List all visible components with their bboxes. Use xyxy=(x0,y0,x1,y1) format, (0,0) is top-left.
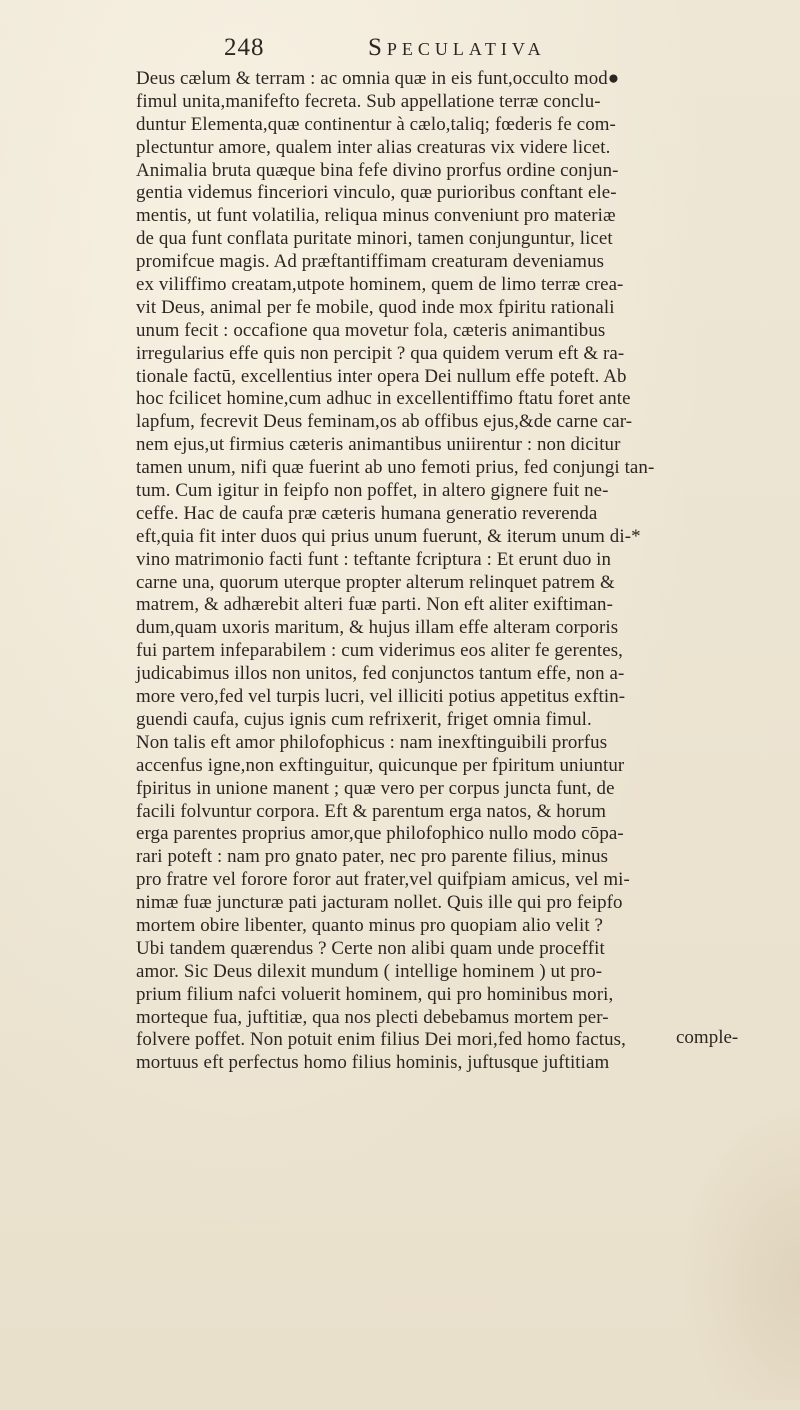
text-line: carne una, quorum uterque propter alterum relinquet patrem & xyxy=(136,571,615,593)
text-line: more vero,fed vel turpis lucri, vel illiciti potius appetitus exftin- xyxy=(136,686,626,708)
text-line: nem ejus,ut firmius cæteris animantibus uniirentur : non dicitur xyxy=(136,434,621,456)
text-line: Non talis eft amor philofophicus : nam inexftinguibili prorfus xyxy=(136,731,608,753)
text-line: fimul unita,manifefto fecreta. Sub appellatione terræ conclu- xyxy=(136,90,601,112)
text-line: duntur Elementa,quæ continentur à cælo,taliq; fœderis fe com- xyxy=(136,113,616,135)
text-line: matrem, & adhærebit alteri fuæ parti. Non eft aliter exiftiman- xyxy=(136,594,613,616)
text-line: gentia videmus finceriori vinculo, quæ purioribus conftant ele- xyxy=(136,182,617,204)
text-line: guendi caufa, cujus ignis cum refrixerit, friget omnia fimul. xyxy=(136,708,592,730)
text-line: Animalia bruta quæque bina fefe divino prorfus ordine conjun- xyxy=(136,159,619,181)
text-line: mortuus eft perfectus homo filius hominis, juftusque juftitiam xyxy=(136,1052,610,1074)
text-line: Deus cælum & terram : ac omnia quæ in eis funt,occulto mod● xyxy=(136,68,620,89)
text-line: promifcue magis. Ad præftantiffimam creaturam deveniamus xyxy=(136,251,605,273)
text-line: plectuntur amore, qualem inter alias creaturas vix videre licet. xyxy=(136,136,611,158)
text-line: facili folvuntur corpora. Eft & parentum erga natos, & horum xyxy=(136,800,607,822)
text-line: irregularius effe quis non percipit ? qua quidem verum eft & ra- xyxy=(136,342,625,364)
text-line: vino matrimonio facti funt : teftante fcriptura : Et erunt duo in xyxy=(136,548,612,570)
text-line: lapfum, fecrevit Deus feminam,os ab offibus ejus,&de carne car- xyxy=(136,411,633,433)
text-line: fpiritus in unione manent ; quæ vero per corpus juncta funt, de xyxy=(136,777,615,799)
text-line: morteque fua, juftitiæ, qua nos plecti debebamus mortem per- xyxy=(136,1006,609,1028)
text-line: folvere poffet. Non potuit enim filius Dei mori,fed homo factus, xyxy=(136,1029,626,1051)
text-line: ex viliffimo creatam,utpote hominem, quem de limo terræ crea- xyxy=(136,274,624,296)
page-number: 248 xyxy=(224,34,265,61)
text-line: amor. Sic Deus dilexit mundum ( intellige hominem ) ut pro- xyxy=(136,960,603,982)
text-line: rari poteft : nam pro gnato pater, nec pro parente filius, minus xyxy=(136,846,609,868)
text-line: ceffe. Hac de caufa præ cæteris humana generatio reverenda xyxy=(136,502,598,524)
text-line: pro fratre vel forore foror aut frater,vel quifpiam amicus, vel mi- xyxy=(136,869,630,891)
text-line: tamen unum, nifi quæ fuerint ab uno femoti prius, fed conjungi tan- xyxy=(136,457,655,479)
text-line: prium filium nafci voluerit hominem, qui pro hominibus mori, xyxy=(136,983,614,1005)
body-text xyxy=(136,68,800,1075)
text-line: de qua funt conflata puritate minori, tamen conjunguntur, licet xyxy=(136,228,613,250)
text-line: judicabimus illos non unitos, fed conjunctos tantum effe, non a- xyxy=(136,663,625,685)
text-line: Ubi tandem quærendus ? Certe non alibi quam unde proceffit xyxy=(136,937,605,959)
text-line: unum fecit : occafione qua movetur fola, cæteris animantibus xyxy=(136,319,606,341)
text-line: vit Deus, animal per fe mobile, quod inde mox fpiritu rationali xyxy=(136,296,615,318)
text-line: eft,quia fit inter duos qui prius unum fuerunt, & iterum unum di-* xyxy=(136,525,641,547)
text-line: dum,quam uxoris maritum, & hujus illam effe alteram corporis xyxy=(136,617,619,639)
page-header xyxy=(0,34,800,64)
text-line: mortem obire libenter, quanto minus pro quopiam alio velit ? xyxy=(136,914,604,936)
text-line: nimæ fuæ juncturæ pati jacturam nollet. Quis ille qui pro feipfo xyxy=(136,892,623,914)
text-line: fui partem infeparabilem : cum viderimus eos aliter fe gerentes, xyxy=(136,640,624,662)
catchword: comple- xyxy=(676,1027,739,1048)
text-line: tionale factū, excellentius inter opera Dei nullum effe poteft. Ab xyxy=(136,365,627,387)
text-line: tum. Cum igitur in feipfo non poffet, in altero gignere fuit ne- xyxy=(136,480,609,502)
text-line: accenfus igne,non exftinguitur, quicunque per fpiritum uniuntur xyxy=(136,754,625,776)
text-line: hoc fcilicet homine,cum adhuc in excellentiffimo ftatu foret ante xyxy=(136,388,631,410)
running-head: Speculativa xyxy=(368,34,546,61)
paper-stain xyxy=(680,1100,800,1400)
text-line: mentis, ut funt volatilia, reliqua minus conveniunt pro materiæ xyxy=(136,205,616,227)
text-line: erga parentes proprius amor,que philofophico nullo modo cōpa- xyxy=(136,823,624,845)
